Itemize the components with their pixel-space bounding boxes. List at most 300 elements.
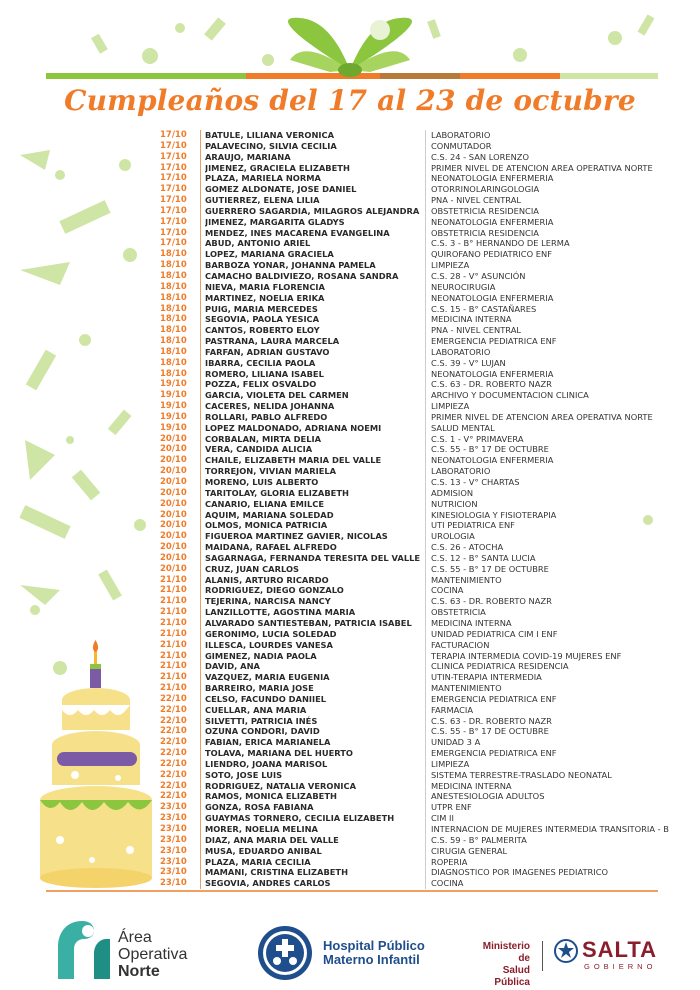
- row-department: LABORATORIO: [431, 130, 491, 140]
- row-date: 21/10: [160, 639, 187, 650]
- row-department: C.S. 12 - B° SANTA LUCIA: [431, 552, 536, 563]
- table-row: [160, 510, 688, 521]
- row-department: LIMPIEZA: [431, 758, 470, 769]
- column-divider: [425, 455, 426, 466]
- column-divider: [425, 726, 426, 737]
- column-divider: [200, 585, 201, 596]
- row-date: 22/10: [160, 758, 187, 769]
- table-row: [160, 455, 688, 466]
- row-date: 17/10: [160, 238, 187, 249]
- column-divider: [425, 369, 426, 380]
- table-row: [160, 347, 688, 358]
- table-row: [160, 618, 688, 629]
- row-department: EMERGENCIA PEDIATRICA ENF: [431, 748, 557, 759]
- row-department: CIRUGIA GENERAL: [431, 845, 508, 856]
- row-department: FARMACIA: [431, 704, 474, 715]
- column-divider: [425, 217, 426, 228]
- row-date: 17/10: [160, 151, 187, 162]
- ministry-line2: Salud Pública: [494, 965, 530, 988]
- column-divider: [200, 195, 201, 206]
- table-row: [160, 770, 688, 781]
- column-divider: [200, 672, 201, 683]
- column-divider: [200, 401, 201, 412]
- column-divider: [200, 293, 201, 304]
- row-name: PLAZA, MARIA CECILIA: [205, 856, 311, 867]
- row-date: 22/10: [160, 704, 187, 715]
- row-department: C.S. 15 - B° CASTAÑARES: [431, 303, 537, 314]
- row-name: BARREIRO, MARIA JOSE: [205, 683, 314, 694]
- row-name: LANZILLOTTE, AGOSTINA MARIA: [205, 607, 356, 618]
- column-divider: [200, 770, 201, 781]
- table-row: [160, 282, 688, 293]
- row-date: 21/10: [160, 650, 187, 661]
- area-logo-icon: [54, 917, 114, 979]
- column-divider: [200, 857, 201, 868]
- row-name: RODRIGUEZ, DIEGO GONZALO: [205, 585, 344, 596]
- area-line2: Operativa: [118, 946, 188, 963]
- table-row: [160, 607, 688, 618]
- row-department: MANTENIMIENTO: [431, 574, 502, 585]
- column-divider: [200, 347, 201, 358]
- row-name: DAVID, ANA: [205, 661, 260, 672]
- column-divider: [200, 304, 201, 315]
- table-row: [160, 423, 688, 434]
- column-divider: [200, 846, 201, 857]
- column-divider: [200, 607, 201, 618]
- table-row: [160, 553, 688, 564]
- column-divider: [425, 748, 426, 759]
- column-divider: [425, 672, 426, 683]
- column-divider: [200, 141, 201, 152]
- row-department: NUTRICION: [431, 498, 478, 509]
- row-date: 23/10: [160, 867, 187, 878]
- table-row: [160, 705, 688, 716]
- column-divider: [200, 683, 201, 694]
- row-name: CHAILE, ELIZABETH MARIA DEL VALLE: [205, 455, 382, 466]
- row-department: LABORATORIO: [431, 466, 491, 477]
- row-department: C.S. 13 - V° CHARTAS: [431, 477, 520, 487]
- row-department: MANTENIMIENTO: [431, 683, 502, 694]
- row-date: 19/10: [160, 401, 187, 412]
- column-divider: [425, 206, 426, 217]
- row-date: 23/10: [160, 813, 187, 824]
- row-date: 21/10: [160, 661, 187, 672]
- table-row: [160, 585, 688, 596]
- column-divider: [200, 781, 201, 792]
- row-department: NEONATOLOGIA ENFERMERIA: [431, 455, 554, 466]
- row-date: 20/10: [160, 542, 187, 553]
- row-name: ROMERO, LILIANA ISABEL: [205, 368, 324, 379]
- row-name: PLAZA, MARIELA NORMA: [205, 173, 321, 184]
- column-divider: [425, 585, 426, 596]
- birthday-cake-icon: [40, 640, 152, 888]
- table-row: [160, 596, 688, 607]
- table-row: [160, 694, 688, 705]
- column-divider: [425, 661, 426, 672]
- row-date: 20/10: [160, 531, 187, 542]
- row-department: ANESTESIOLOGIA ADULTOS: [431, 791, 545, 802]
- table-row: [160, 217, 688, 228]
- salta-subtitle: GOBIERNO: [584, 962, 657, 971]
- column-divider: [200, 336, 201, 347]
- table-row: [160, 629, 688, 640]
- row-date: 21/10: [160, 672, 187, 683]
- row-name: TORREJON, VIVIAN MARIELA: [205, 466, 337, 477]
- row-name: BARBOZA YONAR, JOHANNA PAMELA: [205, 260, 376, 271]
- salta-government-logo: [554, 935, 664, 979]
- column-divider: [425, 564, 426, 575]
- ministry-text: [470, 941, 530, 989]
- row-department: C.S. 26 - ATOCHA: [431, 542, 504, 553]
- column-divider: [200, 694, 201, 705]
- salta-name: SALTA: [582, 937, 658, 962]
- row-date: 18/10: [160, 368, 187, 379]
- row-name: GUERRERO SAGARDIA, MILAGROS ALEJANDRA: [205, 205, 420, 216]
- table-row: [160, 672, 688, 683]
- row-name: MARTINEZ, NOELIA ERIKA: [205, 292, 325, 303]
- column-divider: [425, 466, 426, 477]
- row-department: UNIDAD PEDIATRICA CIM I ENF: [431, 628, 558, 639]
- table-row: [160, 184, 688, 195]
- column-divider: [425, 596, 426, 607]
- column-divider: [425, 423, 426, 434]
- row-department: C.S. 63 - DR. ROBERTO NAZR: [431, 379, 552, 390]
- table-row: [160, 813, 688, 824]
- row-department: KINESIOLOGIA Y FISIOTERAPIA: [431, 509, 557, 520]
- row-name: PUIG, MARIA MERCEDES: [205, 303, 318, 314]
- row-department: C.S. 24 - SAN LORENZO: [431, 151, 530, 162]
- column-divider: [425, 802, 426, 813]
- row-name: GARCIA, VIOLETA DEL CARMEN: [205, 390, 349, 401]
- column-divider: [200, 661, 201, 672]
- row-name: MAIDANA, RAFAEL ALFREDO: [205, 542, 337, 553]
- row-date: 18/10: [160, 346, 187, 357]
- row-department: ARCHIVO Y DOCUMENTACION CLINICA: [431, 390, 589, 401]
- column-divider: [200, 575, 201, 586]
- column-divider: [200, 369, 201, 380]
- column-divider: [200, 325, 201, 336]
- table-row: [160, 488, 688, 499]
- table-row: [160, 781, 688, 792]
- column-divider: [200, 596, 201, 607]
- row-department: CIM II: [431, 813, 454, 824]
- row-date: 18/10: [160, 292, 187, 303]
- row-name: LOPEZ MALDONADO, ADRIANA NOEMI: [205, 422, 382, 433]
- column-divider: [425, 878, 426, 889]
- table-row: [160, 802, 688, 813]
- row-name: SAGARNAGA, FERNANDA TERESITA DEL VALLE: [205, 552, 421, 563]
- column-divider: [200, 748, 201, 759]
- row-date: 22/10: [160, 726, 187, 737]
- column-divider: [200, 542, 201, 553]
- row-name: POZZA, FELIX OSVALDO: [205, 379, 317, 390]
- row-name: AQUIM, MARIANA SOLEDAD: [205, 509, 334, 520]
- column-divider: [425, 510, 426, 521]
- row-date: 20/10: [160, 498, 187, 509]
- column-divider: [425, 228, 426, 239]
- row-date: 21/10: [160, 607, 187, 618]
- column-divider: [200, 184, 201, 195]
- row-department: UROLOGIA: [431, 531, 475, 542]
- table-row: [160, 661, 688, 672]
- column-divider: [200, 466, 201, 477]
- table-row: [160, 390, 688, 401]
- table-row: [160, 152, 688, 163]
- row-date: 18/10: [160, 281, 187, 292]
- row-name: PASTRANA, LAURA MARCELA: [205, 336, 340, 347]
- row-department: FACTURACION: [431, 639, 490, 650]
- column-divider: [200, 813, 201, 824]
- column-divider: [200, 705, 201, 716]
- table-row: [160, 726, 688, 737]
- row-name: TOLAVA, MARIANA DEL HUERTO: [205, 748, 353, 759]
- row-date: 23/10: [160, 845, 187, 856]
- row-department: OBSTETRICIA RESIDENCIA: [431, 227, 539, 238]
- column-divider: [425, 173, 426, 184]
- table-row: [160, 531, 688, 542]
- table-row: [160, 314, 688, 325]
- row-date: 17/10: [160, 205, 187, 216]
- gift-bow-icon: [288, 18, 412, 77]
- row-department: NEONATOLOGIA ENFERMERIA: [431, 368, 554, 379]
- row-name: OLMOS, MONICA PATRICIA: [205, 520, 328, 531]
- row-date: 20/10: [160, 563, 187, 574]
- row-department: TERAPIA INTERMEDIA COVID-19 MUJERES ENF: [431, 650, 622, 661]
- column-divider: [425, 499, 426, 510]
- row-department: ADMISION: [431, 487, 474, 498]
- row-department: CONMUTADOR: [431, 140, 492, 151]
- table-row: [160, 249, 688, 260]
- row-department: OBSTETRICIA RESIDENCIA: [431, 205, 539, 216]
- column-divider: [200, 564, 201, 575]
- row-department: NEUROCIRUGIA: [431, 281, 496, 292]
- row-department: C.S. 39 - V° LUJAN: [431, 357, 506, 368]
- table-row: [160, 651, 688, 662]
- row-name: BATULE, LILIANA VERONICA: [205, 130, 334, 140]
- table-row: [160, 130, 688, 141]
- row-department: LIMPIEZA: [431, 401, 470, 412]
- row-name: IBARRA, CECILIA PAOLA: [205, 357, 316, 368]
- row-department: CLINICA PEDIATRICA RESIDENCIA: [431, 661, 569, 672]
- column-divider: [200, 488, 201, 499]
- salta-shield-icon: [554, 937, 578, 965]
- row-name: CANARIO, ELIANA EMILCE: [205, 498, 325, 509]
- row-date: 22/10: [160, 737, 187, 748]
- column-divider: [200, 629, 201, 640]
- column-divider: [425, 195, 426, 206]
- row-department: C.S. 1 - V° PRIMAVERA: [431, 433, 524, 444]
- column-divider: [200, 271, 201, 282]
- column-divider: [200, 531, 201, 542]
- column-divider: [425, 477, 426, 488]
- ministry-line1: Ministerio de: [482, 941, 530, 964]
- row-date: 21/10: [160, 617, 187, 628]
- table-row: [160, 520, 688, 531]
- column-divider: [425, 412, 426, 423]
- column-divider: [425, 130, 426, 141]
- column-divider: [200, 791, 201, 802]
- row-date: 17/10: [160, 227, 187, 238]
- row-department: SISTEMA TERRESTRE-TRASLADO NEONATAL: [431, 769, 612, 780]
- table-row: [160, 716, 688, 727]
- column-divider: [200, 130, 201, 141]
- hospital-emblem-icon: [253, 925, 317, 981]
- column-divider: [200, 163, 201, 174]
- column-divider: [200, 412, 201, 423]
- row-date: 23/10: [160, 856, 187, 867]
- area-operativa-norte-text: [118, 929, 187, 980]
- row-name: ABUD, ANTONIO ARIEL: [205, 238, 311, 249]
- row-date: 19/10: [160, 422, 187, 433]
- column-divider: [200, 423, 201, 434]
- column-divider: [425, 846, 426, 857]
- row-department: EMERGENCIA PEDIATRICA ENF: [431, 693, 557, 704]
- column-divider: [200, 358, 201, 369]
- table-row: [160, 867, 688, 878]
- column-divider: [200, 238, 201, 249]
- column-divider: [200, 282, 201, 293]
- row-date: 20/10: [160, 466, 187, 477]
- table-row: [160, 304, 688, 315]
- column-divider: [200, 173, 201, 184]
- table-row: [160, 195, 688, 206]
- column-divider: [200, 737, 201, 748]
- row-date: 22/10: [160, 715, 187, 726]
- row-name: RODRIGUEZ, NATALIA VERONICA: [205, 780, 356, 791]
- table-row: [160, 499, 688, 510]
- column-divider: [200, 802, 201, 813]
- table-row: [160, 575, 688, 586]
- row-name: CORBALAN, MIRTA DELIA: [205, 433, 322, 444]
- row-date: 23/10: [160, 824, 187, 834]
- column-divider: [425, 336, 426, 347]
- column-divider: [425, 238, 426, 249]
- row-department: NEONATOLOGIA ENFERMERIA: [431, 173, 554, 184]
- row-department: DIAGNOSTICO POR IMAGENES PEDIATRICO: [431, 867, 609, 878]
- row-department: PRIMER NIVEL DE ATENCION AREA OPERATIVA NORTE: [431, 411, 653, 422]
- column-divider: [200, 206, 201, 217]
- row-name: CUELLAR, ANA MARIA: [205, 704, 307, 715]
- row-date: 18/10: [160, 336, 187, 347]
- column-divider: [200, 477, 201, 488]
- column-divider: [425, 260, 426, 271]
- row-name: VERA, CANDIDA ALICIA: [205, 444, 313, 455]
- table-row: [160, 835, 688, 846]
- table-row: [160, 206, 688, 217]
- column-divider: [425, 444, 426, 455]
- column-divider: [425, 401, 426, 412]
- column-divider: [425, 347, 426, 358]
- column-divider: [425, 618, 426, 629]
- column-divider: [425, 282, 426, 293]
- column-divider: [425, 163, 426, 174]
- row-name: GUAYMAS TORNERO, CECILIA ELIZABETH: [205, 813, 395, 824]
- column-divider: [425, 737, 426, 748]
- area-line1: Área: [118, 929, 152, 946]
- row-date: 21/10: [160, 585, 187, 596]
- row-date: 18/10: [160, 314, 187, 325]
- column-divider: [425, 575, 426, 586]
- row-department: ROPERIA: [431, 856, 468, 867]
- row-department: C.S. 55 - B° 17 DE OCTUBRE: [431, 444, 549, 455]
- row-name: CAMACHO BALDIVIEZO, ROSANA SANDRA: [205, 270, 399, 281]
- row-department: C.S. 63 - DR. ROBERTO NAZR: [431, 596, 552, 607]
- row-name: TEJERINA, NARCISA NANCY: [205, 596, 331, 607]
- row-department: C.S. 3 - B° HERNANDO DE LERMA: [431, 238, 570, 249]
- column-divider: [425, 379, 426, 390]
- table-row: [160, 444, 688, 455]
- row-name: VAZQUEZ, MARIA EUGENIA: [205, 672, 330, 683]
- row-department: PNA - NIVEL CENTRAL: [431, 325, 522, 336]
- row-name: SOTO, JOSE LUIS: [205, 769, 283, 780]
- area-line3: Norte: [118, 963, 160, 980]
- row-name: RAMOS, MONICA ELIZABETH: [205, 791, 337, 802]
- row-department: UTIN-TERAPIA INTERMEDIA: [431, 672, 542, 683]
- row-date: 21/10: [160, 574, 187, 585]
- row-name: FABIAN, ERICA MARIANELA: [205, 737, 331, 748]
- row-name: CRUZ, JUAN CARLOS: [205, 563, 300, 574]
- table-row: [160, 336, 688, 347]
- column-divider: [425, 716, 426, 727]
- row-name: ARAUJO, MARIANA: [205, 151, 291, 162]
- row-name: JIMENEZ, GRACIELA ELIZABETH: [205, 162, 350, 173]
- row-name: LOPEZ, MARIANA GRACIELA: [205, 249, 334, 260]
- column-divider: [425, 694, 426, 705]
- table-row: [160, 434, 688, 445]
- row-name: ALANIS, ARTURO RICARDO: [205, 574, 329, 585]
- column-divider: [425, 390, 426, 401]
- column-divider: [425, 184, 426, 195]
- row-name: MENDEZ, INES MACARENA EVANGELINA: [205, 227, 390, 238]
- row-date: 20/10: [160, 487, 187, 498]
- table-row: [160, 791, 688, 802]
- row-date: 22/10: [160, 693, 187, 704]
- row-name: CACERES, NELIDA JOHANNA: [205, 401, 335, 412]
- column-divider: [425, 770, 426, 781]
- table-row: [160, 466, 688, 477]
- table-row: [160, 759, 688, 770]
- column-divider: [200, 379, 201, 390]
- row-name: GUTIERREZ, ELENA LILIA: [205, 195, 320, 206]
- row-date: 17/10: [160, 173, 187, 184]
- row-date: 22/10: [160, 769, 187, 780]
- column-divider: [200, 640, 201, 651]
- table-row: [160, 412, 688, 423]
- row-name: NIEVA, MARIA FLORENCIA: [205, 281, 325, 292]
- row-name: LIENDRO, JOANA MARISOL: [205, 758, 328, 769]
- column-divider: [425, 304, 426, 315]
- row-date: 22/10: [160, 748, 187, 759]
- row-date: 23/10: [160, 834, 187, 845]
- row-department: NEONATOLOGIA ENFERMERIA: [431, 292, 554, 303]
- row-name: FIGUEROA MARTINEZ GAVIER, NICOLAS: [205, 531, 388, 542]
- row-department: EMERGENCIA PEDIATRICA ENF: [431, 336, 557, 347]
- table-row: [160, 238, 688, 249]
- row-name: TARITOLAY, GLORIA ELIZABETH: [205, 487, 349, 498]
- row-date: 20/10: [160, 444, 187, 455]
- table-row: [160, 857, 688, 868]
- column-divider: [425, 434, 426, 445]
- column-divider: [200, 759, 201, 770]
- row-department: UNIDAD 3 A: [431, 737, 481, 748]
- column-divider: [200, 455, 201, 466]
- column-divider: [425, 759, 426, 770]
- table-row: [160, 260, 688, 271]
- row-date: 18/10: [160, 303, 187, 314]
- row-date: 19/10: [160, 379, 187, 390]
- column-divider: [425, 314, 426, 325]
- column-divider: [425, 520, 426, 531]
